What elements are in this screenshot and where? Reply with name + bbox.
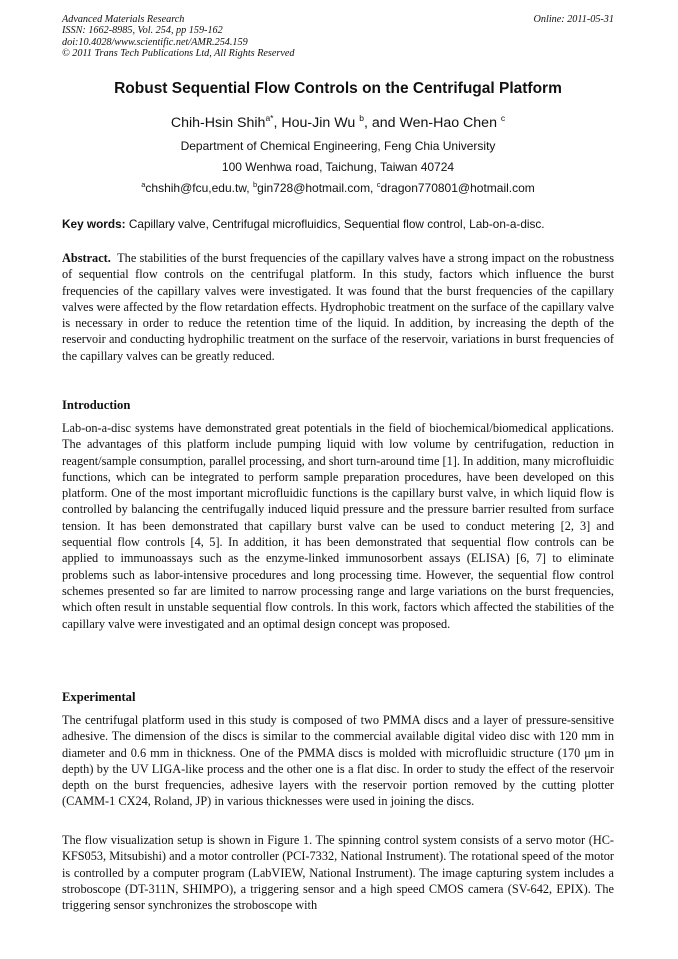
abstract xyxy=(62,250,614,364)
paper-title: Robust Sequential Flow Controls on the Centrifugal Platform xyxy=(114,80,562,97)
experimental-heading: Experimental xyxy=(62,690,136,704)
introduction-paragraph: Lab-on-a-disc systems have demonstrated great potentials in the field of biochemical/biomedical applications. The advantages of this platform include pumping liquid with low volume by centrifugation, reduction in reagent/sample consumption, parallel processing, and short turn-around time [1]. In addition, many microfluidic functions, which can be integrated to perform sample preparation procedures, have been developed on this platform. One of the most important microfluidic functions is the capillary burst valve, in which liquid flow is controlled by balancing the centrifugally induced liquid pressure and the pressure barrier resulted from surface tension. It has been demonstrated that capillary burst valve can be used to conduct metering [2, 3] and sequential flow controls [4, 5]. In addition, it has been demonstrated that sequential flow controls can be applied to immunoassays such as the enzyme-linked immunosorbent assays (ELISA) [6, 7] to eliminate problems such as labor-intensive procedures and long processing time. However, the sequential flow control schemes presented so far are limited to narrow processing range and large variations on the burst frequencies, which often result in unstable sequential flow controls. In this work, factors which affected the stabilities of the capillary valve were investigated and an optimal design concept was proposed. xyxy=(62,421,614,631)
experimental-paragraph-1: The centrifugal platform used in this study is composed of two PMMA discs and a layer of pressure-sensitive adhesive. The dimension of the discs is similar to the commercial available digital video disc with 120 mm in diameter and 0.6 mm in thickness. One of the PMMA discs is molded with microfluidic structure (170 μm in depth) by the UV LIGA-like process and the other one is a flat disc. In order to study the effect of the reservoir depth on the burst frequencies, adhesive layers with the reservoir portion removed by the cutting plotter (CAMM-1 CX24, Roland, JP) in various thicknesses were used in joining the discs. xyxy=(62,713,614,809)
author-3-sup: c xyxy=(500,113,506,123)
introduction-heading: Introduction xyxy=(62,398,131,412)
author-2: Hou-Jin Wu xyxy=(281,115,356,131)
affiliation-address: 100 Wenhwa road, Taichung, Taiwan 40724 xyxy=(221,160,455,174)
issn: ISSN: 1662-8985, Vol. 254, pp 159-162 xyxy=(62,25,223,37)
abstract-text: The stabilities of the burst frequencies of the capillary valves have a strong impact on the robustness of sequential flow controls on the centrifugal platform. In this study, factors which influence the burst frequencies of the capillary valves were investigated. It was found that the burst frequencies of the capillary valves were affected by the flow retardation effects. Hydrophobic treatment on the surface of the capillary valve is necessary in order to reduce the retention time of the liquid. In addition, by increasing the depth of the reservoir and conducting hydrophilic treatment on the surface of the reservoir, variations in burst frequencies of the capillary valves can be greatly reduced. xyxy=(62,251,614,363)
author-3: and Wen-Hao Chen xyxy=(371,115,497,131)
email-a-sup: a xyxy=(141,180,146,189)
doi: doi:10.4028/www.scientific.net/AMR.254.159 xyxy=(62,36,248,48)
email-a: chshih@fcu,edu.tw, xyxy=(145,181,250,195)
copyright: © 2011 Trans Tech Publications Ltd, All Rights Reserved xyxy=(62,47,295,59)
author-emails xyxy=(62,181,614,195)
email-b-sup: b xyxy=(252,180,258,189)
keywords xyxy=(62,217,622,231)
keywords-label: Key words: xyxy=(62,217,126,231)
author-1-sup: a* xyxy=(265,113,274,123)
email-c-sup: c xyxy=(376,180,381,189)
affiliation-department: Department of Chemical Engineering, Feng Chia University xyxy=(180,139,496,153)
online-date: Online: 2011-05-31 xyxy=(533,14,614,25)
experimental-paragraph-2: The flow visualization setup is shown in Figure 1. The spinning control system consists of a servo motor (HC-KFS053, Mitsubishi) and a motor controller (PCI-7332, National Instrument). The rotational speed of the motor is controlled by a computer program (LabVIEW, National Instrument). The image capturing system includes a stroboscope (DT-311N, SHIMPO), a triggering sensor and a high speed CMOS camera (SV-642, EPIX). The triggering sensor synchronizes the stroboscope with xyxy=(62,833,614,913)
author-list: Chih-Hsin Shih$^{a*}$, Hou-Jin Wu $^b$, and Wen-Hao Chen $^c$ xyxy=(170,113,506,131)
author-1: Chih-Hsin Shih xyxy=(170,115,266,131)
journal-name: Advanced Materials Research xyxy=(62,14,185,25)
abstract-label: Abstract. xyxy=(62,251,111,265)
author-2-sup: b xyxy=(359,113,364,123)
email-c: dragon770801@hotmail.com xyxy=(380,181,535,195)
journal-header xyxy=(62,14,614,59)
email-b: gin728@hotmail.com, xyxy=(257,181,374,195)
keywords-text: Capillary valve, Centrifugal microfluidics, Sequential flow control, Lab-on-a-disc. xyxy=(128,217,545,231)
